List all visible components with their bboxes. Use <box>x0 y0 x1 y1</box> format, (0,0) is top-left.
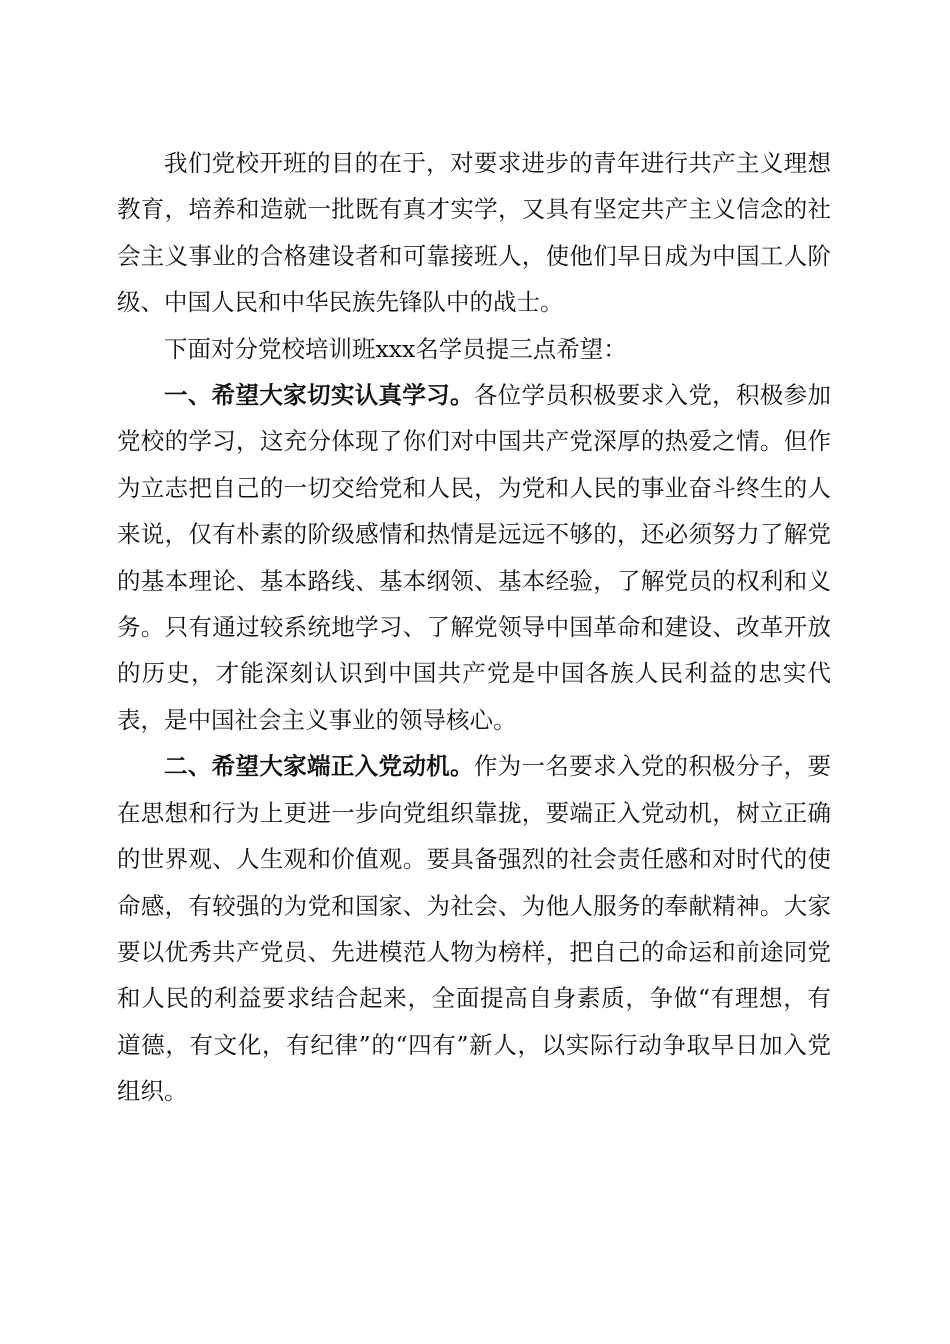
point-1-paragraph <box>117 372 831 743</box>
point-2-paragraph <box>117 743 831 1114</box>
point-2-heading: 二、希望大家端正入党动机。 <box>164 752 474 781</box>
point-1-body: 各位学员积极要求入党，积极参加党校的学习，这充分体现了你们对中国共产党深厚的热爱之情。但作为立志把自己的一切交给党和人民，为党和人民的事业奋斗终生的人来说，仅有朴素的阶级感情和热情是远远不够的，还必须努力了解党的基本理论、基本路线、基本纲领、基本经验，了解党员的权利和义务。只有通过较系统地学习、了解党领导中国革命和建设、改革开放的历史，才能深刻认识到中国共产党是中国各族人民利益的忠实代表，是中国社会主义事业的领导核心。 <box>117 381 832 734</box>
point-1-heading: 一、希望大家切实认真学习。 <box>164 381 474 410</box>
point-2-body: 作为一名要求入党的积极分子，要在思想和行为上更进一步向党组织靠拢，要端正入党动机，树立正确的世界观、人生观和价值观。要具备强烈的社会责任感和对时代的使命感，有较强的为党和国家、为社会、为他人服务的奉献精神。大家要以优秀共产党员、先进模范人物为榜样，把自己的命运和前途同党和人民的利益要求结合起来，全面提高自身素质，争做“有理想，有道德，有文化，有纪律”的“四有”新人，以实际行动争取早日加入党组织。 <box>117 752 832 1106</box>
intro-paragraph: 我们党校开班的目的在于，对要求进步的青年进行共产主义理想教育，培养和造就一批既有真才实学，又具有坚定共产主义信念的社会主义事业的合格建设者和可靠接班人，使他们早日成为中国工人阶级、中国人民和中华民族先锋队中的战士。 <box>117 149 831 317</box>
expectations-intro: 下面对分党校培训班xxx名学员提三点希望： <box>164 334 627 363</box>
document-body <box>117 140 831 1115</box>
